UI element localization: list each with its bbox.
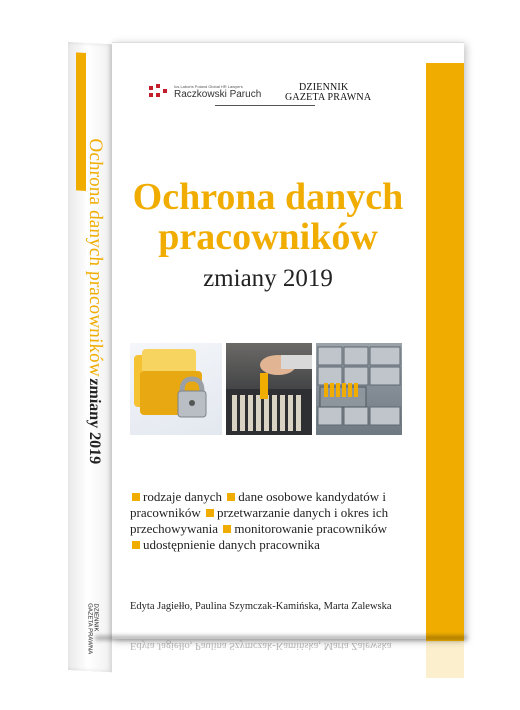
book-title-line2: pracowników — [158, 216, 378, 258]
book-title-line1: Ochrona danych — [132, 176, 404, 218]
spine-publisher-logo — [86, 603, 99, 655]
dgp-line1: DZIENNIK — [299, 82, 349, 93]
book-reflection — [112, 640, 464, 678]
logo-divider — [215, 105, 315, 106]
topic-item: udostępnienie danych pracownika — [143, 537, 320, 552]
bullet-square-icon — [223, 525, 231, 533]
spine-logo-line1: DZIENNIK — [92, 603, 99, 632]
bullet-square-icon — [227, 493, 235, 501]
raczkowski-mark-icon — [148, 83, 170, 101]
folder-padlock-image — [130, 343, 222, 435]
dgp-line2: GAZETA PRAWNA — [285, 92, 372, 103]
topic-item: przetwarzanie danych i okres ich przechowywania — [130, 505, 389, 536]
spine-subtitle: zmiany 2019 — [86, 377, 103, 465]
topic-item: monitorowanie pracowników — [234, 521, 388, 536]
bullet-square-icon — [206, 509, 214, 517]
spine-title: Ochrona danych pracowników — [85, 137, 106, 378]
book-authors: Edyta Jagiełło, Paulina Szymczak-Kamińska, Marta Zalewska — [130, 601, 392, 612]
dziennik-gazeta-prawna-logo — [285, 83, 371, 106]
topics-list — [130, 489, 400, 553]
filing-cabinets-image — [316, 343, 402, 435]
book-subtitle: zmiany 2019 — [203, 265, 333, 292]
spine-logo-line2: GAZETA PRAWNA — [86, 602, 93, 655]
book-spine — [68, 42, 112, 672]
bullet-square-icon — [132, 493, 140, 501]
topic-item: dane osobowe kandydatów i pracowników — [130, 489, 386, 520]
bullet-square-icon — [132, 541, 140, 549]
reflection-text: Edyta Jagiełło, Paulina Szymczak-Kamińska, Marta Zalewska — [130, 640, 392, 651]
logo-name: Raczkowski Paruch — [174, 89, 262, 100]
logo-tagline: Ius Laboris Poland Global HR Lawyers — [174, 84, 243, 89]
raczkowski-paruch-logo — [148, 83, 261, 101]
book-front-cover — [112, 42, 464, 639]
topic-item: rodzaje danych — [143, 489, 223, 504]
cover-accent-bar — [426, 63, 464, 641]
file-drawer-hand-image — [226, 343, 312, 435]
